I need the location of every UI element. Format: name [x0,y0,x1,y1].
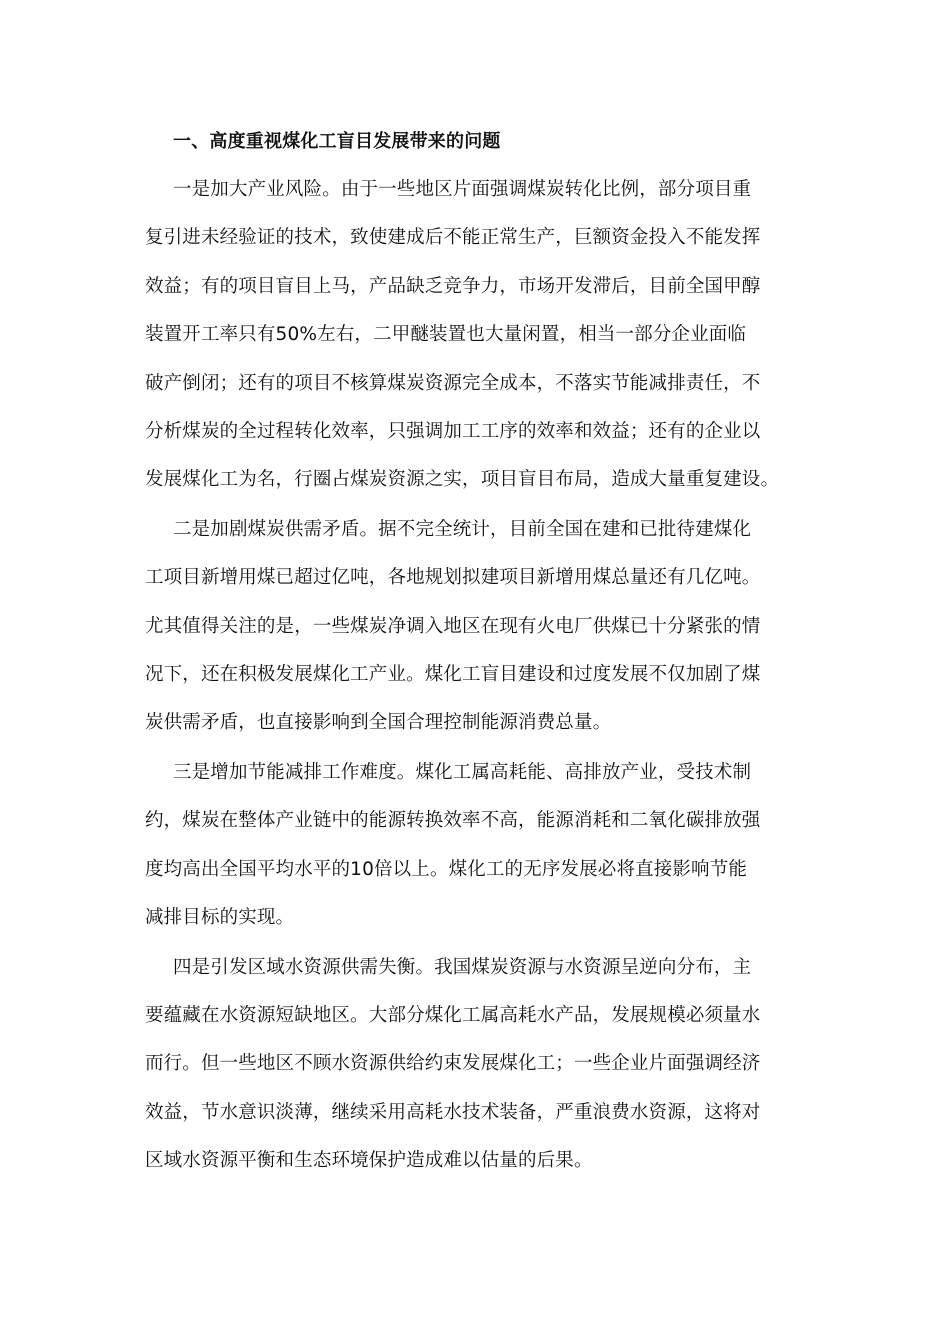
paragraph-line: 要蕴藏在水资源短缺地区。大部分煤化工属高耗水产品，发展规模必须量水 [145,1004,761,1026]
paragraph-line: 破产倒闭；还有的项目不核算煤炭资源完全成本，不落实节能减排责任，不 [145,372,761,394]
paragraph-line: 约，煤炭在整体产业链中的能源转换效率不高，能源消耗和二氧化碳排放强 [145,810,761,832]
document-page [145,118,817,1186]
paragraph-line: 分析煤炭的全过程转化效率，只强调加工工序的效率和效益；还有的企业以 [145,421,761,443]
paragraph-line: 复引进未经验证的技术，致使建成后不能正常生产，巨额资金投入不能发挥 [145,227,761,249]
paragraph-line: 度均高出全国平均水平的10倍以上。煤化工的无序发展必将直接影响节能 [145,858,747,880]
paragraph-line: 效益；有的项目盲目上马，产品缺乏竞争力，市场开发滞后，目前全国甲醇 [145,275,761,297]
paragraph-line: 工项目新增用煤已超过亿吨，各地规划拟建项目新增用煤总量还有几亿吨。 [145,567,761,589]
paragraph-line: 减排目标的实现。 [145,907,295,929]
paragraph-line: 炭供需矛盾，也直接影响到全国合理控制能源消费总量。 [145,712,612,734]
paragraph-line: 效益，节水意识淡薄，继续采用高耗水技术装备，严重浪费水资源，这将对 [145,1101,761,1123]
paragraph-energy-saving [145,749,817,943]
paragraph-line: 一是加大产业风险。由于一些地区片面强调煤炭转化比例，部分项目重 [173,179,752,200]
paragraph-line: 三是增加节能减排工作难度。煤化工属高耗能、高排放产业，受技术制 [173,761,752,783]
paragraph-coal-supply [145,506,817,748]
section-heading: 一、高度重视煤化工盲目发展带来的问题 [173,131,501,152]
paragraph-line: 况下，还在积极发展煤化工产业。煤化工盲目建设和过度发展不仅加剧了煤 [145,664,761,686]
paragraph-industry-risk [145,166,817,505]
paragraph-water-resources [145,944,817,1186]
paragraph-line: 四是引发区域水资源供需失衡。我国煤炭资源与水资源呈逆向分布，主 [173,956,752,978]
paragraph-line: 发展煤化工为名，行圈占煤炭资源之实，项目盲目布局，造成大量重复建设。 [145,469,780,491]
paragraph-line: 区域水资源平衡和生态环境保护造成难以估量的后果。 [145,1150,593,1172]
paragraph-line: 装置开工率只有50%左右，二甲醚装置也大量闲置，相当一部分企业面临 [145,324,747,346]
paragraph-line: 二是加剧煤炭供需矛盾。据不完全统计，目前全国在建和已批待建煤化 [173,518,752,540]
paragraph-line: 而行。但一些地区不顾水资源供给约束发展煤化工；一些企业片面强调经济 [145,1053,761,1075]
paragraph-line: 尤其值得关注的是，一些煤炭净调入地区在现有火电厂供煤已十分紧张的情 [145,615,761,637]
